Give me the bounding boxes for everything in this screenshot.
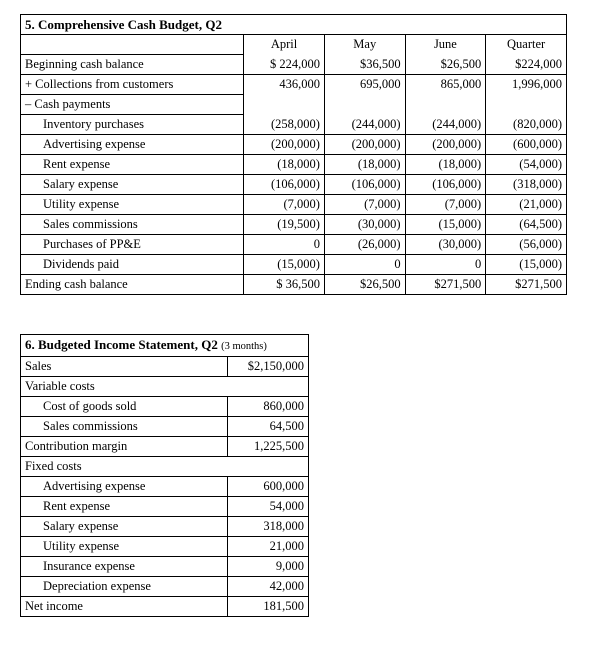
- table-row: [21, 357, 309, 377]
- income-statement-title-text: 6. Budgeted Income Statement, Q2: [25, 337, 218, 352]
- row-label: Advertising expense: [21, 477, 228, 497]
- table-row: [21, 75, 567, 95]
- table-row: [21, 135, 567, 155]
- table-row: [21, 115, 567, 135]
- cell-value: (106,000): [244, 175, 325, 195]
- table-row: [21, 215, 567, 235]
- cell-value: (318,000): [486, 175, 567, 195]
- table-row: [21, 497, 309, 517]
- cell-value: $36,500: [324, 55, 405, 75]
- table-row: [21, 537, 309, 557]
- cell-value: 181,500: [227, 597, 308, 617]
- cell-value: 42,000: [227, 577, 308, 597]
- cell-value: [405, 95, 486, 115]
- cell-value: (106,000): [324, 175, 405, 195]
- row-label: Inventory purchases: [21, 115, 244, 135]
- cell-value: (7,000): [405, 195, 486, 215]
- row-label: – Cash payments: [21, 95, 244, 115]
- cell-value: 64,500: [227, 417, 308, 437]
- row-label: Ending cash balance: [21, 275, 244, 295]
- cell-value: 54,000: [227, 497, 308, 517]
- cell-value: (56,000): [486, 235, 567, 255]
- cell-value: (244,000): [324, 115, 405, 135]
- cell-value: (820,000): [486, 115, 567, 135]
- cell-value: (18,000): [244, 155, 325, 175]
- cash-budget-header-row: [21, 35, 567, 55]
- cash-budget-title-row: [21, 15, 567, 35]
- table-row: [21, 577, 309, 597]
- column-header-june: June: [405, 35, 486, 55]
- cell-value: (200,000): [324, 135, 405, 155]
- table-row: [21, 517, 309, 537]
- income-statement-title-row: [21, 335, 309, 357]
- table-row: [21, 155, 567, 175]
- cell-value: 318,000: [227, 517, 308, 537]
- row-label: Sales commissions: [21, 215, 244, 235]
- row-label: Utility expense: [21, 195, 244, 215]
- table-row: [21, 55, 567, 75]
- cell-value: 860,000: [227, 397, 308, 417]
- cell-value: 600,000: [227, 477, 308, 497]
- cell-value: [244, 95, 325, 115]
- table-row: [21, 175, 567, 195]
- row-label: Salary expense: [21, 517, 228, 537]
- row-label: Rent expense: [21, 497, 228, 517]
- cell-value: (7,000): [244, 195, 325, 215]
- table-row: [21, 95, 567, 115]
- cell-value: (64,500): [486, 215, 567, 235]
- cell-value: (15,000): [405, 215, 486, 235]
- cell-value: 0: [324, 255, 405, 275]
- table-row: [21, 417, 309, 437]
- cell-value: (244,000): [405, 115, 486, 135]
- cell-value: 1,225,500: [227, 437, 308, 457]
- row-label: Beginning cash balance: [21, 55, 244, 75]
- cell-value: (15,000): [486, 255, 567, 275]
- cell-value: 9,000: [227, 557, 308, 577]
- row-label: Dividends paid: [21, 255, 244, 275]
- cell-value: 0: [405, 255, 486, 275]
- column-header-may: May: [324, 35, 405, 55]
- row-label: Salary expense: [21, 175, 244, 195]
- cell-value: (54,000): [486, 155, 567, 175]
- table-row: [21, 275, 567, 295]
- row-label: Contribution margin: [21, 437, 228, 457]
- cell-value: 695,000: [324, 75, 405, 95]
- row-label: Advertising expense: [21, 135, 244, 155]
- row-label: Rent expense: [21, 155, 244, 175]
- cell-value: (30,000): [405, 235, 486, 255]
- row-label: + Collections from customers: [21, 75, 244, 95]
- column-header-quarter: Quarter: [486, 35, 567, 55]
- cell-value: (18,000): [405, 155, 486, 175]
- cell-value: 0: [244, 235, 325, 255]
- cell-value: $271,500: [486, 275, 567, 295]
- cell-value: (600,000): [486, 135, 567, 155]
- cell-value: (30,000): [324, 215, 405, 235]
- income-statement-title: [21, 335, 309, 357]
- cell-value: 21,000: [227, 537, 308, 557]
- cell-value: [486, 95, 567, 115]
- header-blank-cell: [21, 35, 244, 55]
- cell-value: (18,000): [324, 155, 405, 175]
- row-label: Sales: [21, 357, 228, 377]
- column-header-april: April: [244, 35, 325, 55]
- cell-value: $271,500: [405, 275, 486, 295]
- cell-value: $224,000: [486, 55, 567, 75]
- table-row: [21, 597, 309, 617]
- table-row: [21, 377, 309, 397]
- cell-value: $2,150,000: [227, 357, 308, 377]
- row-label: Net income: [21, 597, 228, 617]
- cash-budget-title: 5. Comprehensive Cash Budget, Q2: [21, 15, 567, 35]
- row-label: Fixed costs: [21, 457, 309, 477]
- table-row: [21, 255, 567, 275]
- table-row: [21, 557, 309, 577]
- cell-value: (258,000): [244, 115, 325, 135]
- cell-value: $ 36,500: [244, 275, 325, 295]
- cell-value: (7,000): [324, 195, 405, 215]
- row-label: Utility expense: [21, 537, 228, 557]
- cell-value: (200,000): [405, 135, 486, 155]
- cell-value: (21,000): [486, 195, 567, 215]
- row-label: Purchases of PP&E: [21, 235, 244, 255]
- table-row: [21, 457, 309, 477]
- table-row: [21, 437, 309, 457]
- cell-value: $26,500: [405, 55, 486, 75]
- table-row: [21, 477, 309, 497]
- row-label: Cost of goods sold: [21, 397, 228, 417]
- cell-value: 1,996,000: [486, 75, 567, 95]
- cell-value: 865,000: [405, 75, 486, 95]
- table-row: [21, 195, 567, 215]
- table-row: [21, 397, 309, 417]
- income-statement-title-note: (3 months): [221, 341, 267, 352]
- row-label: Depreciation expense: [21, 577, 228, 597]
- cell-value: [324, 95, 405, 115]
- cell-value: (19,500): [244, 215, 325, 235]
- table-row: [21, 235, 567, 255]
- cell-value: $26,500: [324, 275, 405, 295]
- row-label: Insurance expense: [21, 557, 228, 577]
- cell-value: (106,000): [405, 175, 486, 195]
- cell-value: (200,000): [244, 135, 325, 155]
- cell-value: (26,000): [324, 235, 405, 255]
- cell-value: 436,000: [244, 75, 325, 95]
- row-label: Sales commissions: [21, 417, 228, 437]
- income-statement-table: [20, 334, 309, 617]
- cash-budget-table: [20, 14, 567, 295]
- cell-value: $ 224,000: [244, 55, 325, 75]
- cell-value: (15,000): [244, 255, 325, 275]
- row-label: Variable costs: [21, 377, 309, 397]
